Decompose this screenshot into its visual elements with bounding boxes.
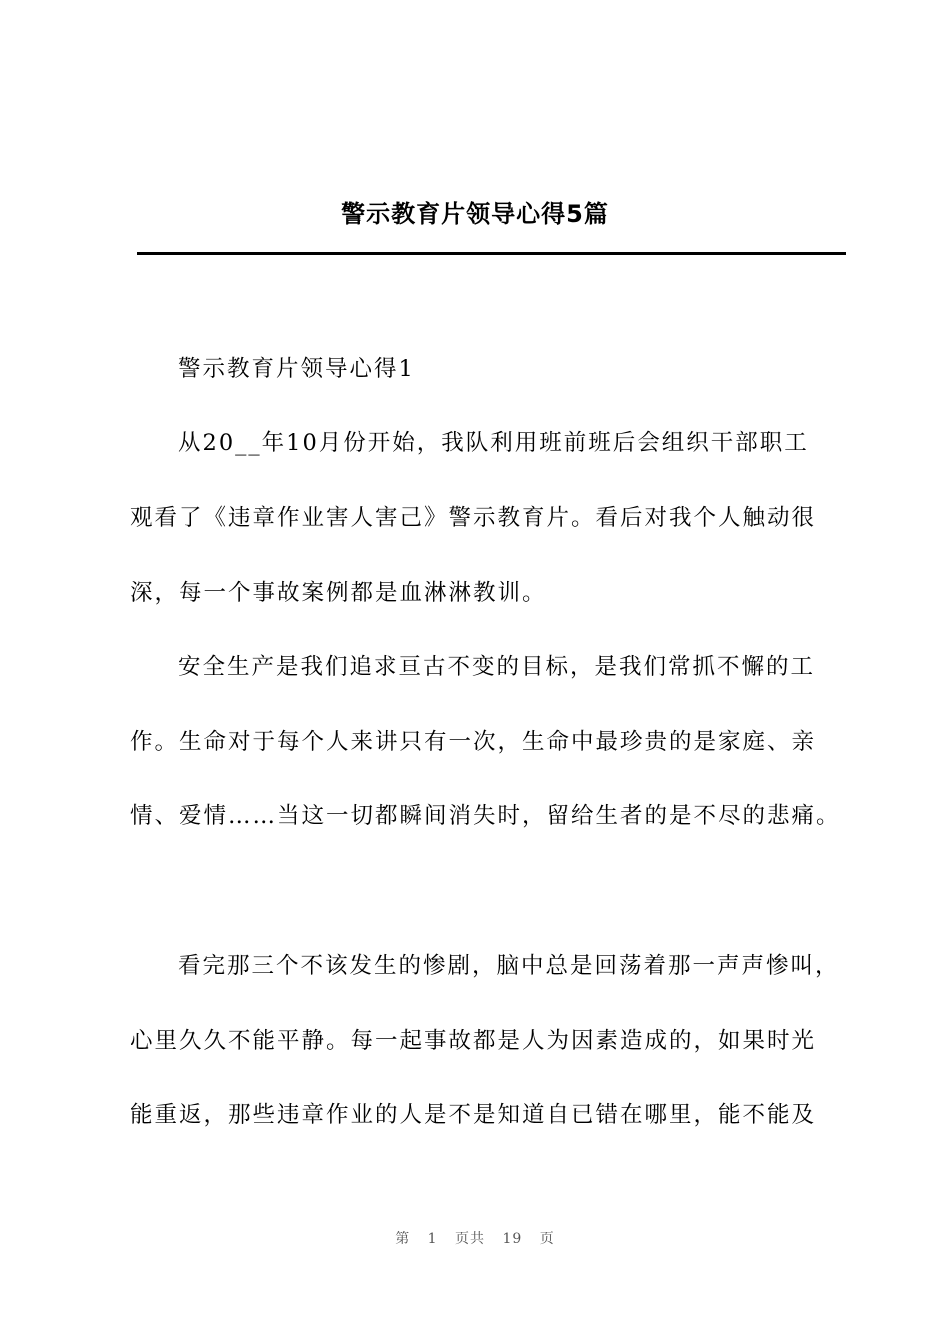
title-divider xyxy=(137,252,846,255)
footer-page-number: 1 xyxy=(427,1231,438,1247)
footer-prefix: 第 xyxy=(395,1231,411,1247)
section-heading: 警示教育片领导心得1 xyxy=(178,356,415,382)
paragraph-line: 能重返，那些违章作业的人是不是知道自已错在哪里，能不能及 xyxy=(130,1102,817,1128)
document-title: 警示教育片领导心得5篇 xyxy=(341,200,609,228)
page-footer xyxy=(0,1228,950,1250)
paragraph-line: 深，每一个事故案例都是血淋淋教训。 xyxy=(130,580,547,606)
paragraph-line: 心里久久不能平静。每一起事故都是人为因素造成的，如果时光 xyxy=(130,1028,817,1054)
paragraph-line: 作。生命对于每个人来讲只有一次，生命中最珍贵的是家庭、亲 xyxy=(130,729,817,755)
paragraph-line: 情、爱情……当这一切都瞬间消失时，留给生者的是不尽的悲痛。 xyxy=(130,803,841,829)
paragraph-line: 从20__年10月份开始，我队利用班前班后会组织干部职工 xyxy=(178,430,809,456)
footer-total-pages: 19 xyxy=(502,1231,523,1247)
paragraph-line: 安全生产是我们追求亘古不变的目标，是我们常抓不懈的工 xyxy=(178,654,816,680)
paragraph-line: 看完那三个不该发生的惨剧，脑中总是回荡着那一声声惨叫， xyxy=(178,953,840,979)
paragraph-line: 观看了《违章作业害人害己》警示教育片。看后对我个人触动很 xyxy=(130,505,817,531)
footer-suffix: 页 xyxy=(539,1231,555,1247)
footer-mid: 页共 xyxy=(455,1231,486,1247)
